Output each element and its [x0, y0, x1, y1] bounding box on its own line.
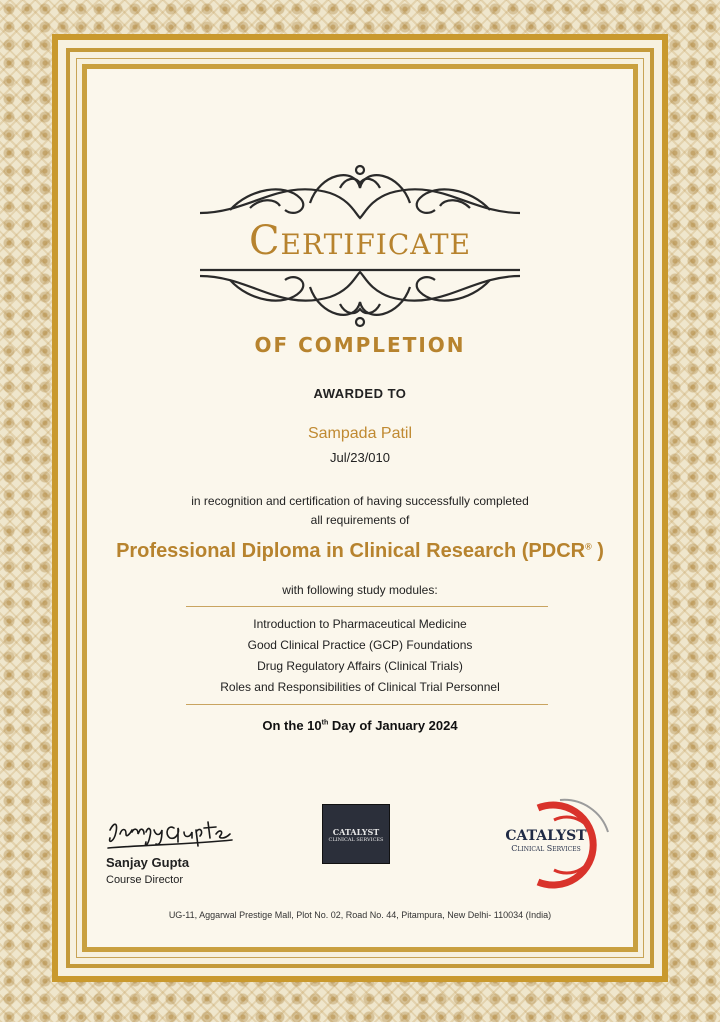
modules-intro: with following study modules:: [282, 583, 438, 597]
seal-line-1: CATALYST: [332, 827, 380, 837]
completion-date: [0, 718, 720, 733]
program-name-text: Professional Diploma in Clinical Research (PDCR: [116, 540, 586, 562]
seal-line-2: CLINICAL SERVICES: [328, 837, 384, 843]
module-item: Good Clinical Practice (GCP) Foundations: [247, 638, 473, 652]
certificate-subtitle: OF COMPLETION: [254, 333, 466, 357]
logo-line-2: Clinical Services: [511, 844, 581, 853]
signatory-name: Sanjay Gupta: [106, 855, 190, 870]
awarded-to-label: AWARDED TO: [313, 386, 407, 401]
modules-top-divider: [186, 606, 548, 607]
footer-address: UG-11, Aggarwal Prestige Mall, Plot No. 02, Road No. 44, Pitampura, New Delhi- 110034 (India): [168, 910, 552, 920]
date-rest: Day of January 2024: [328, 718, 458, 733]
catalyst-logo-text: [500, 828, 592, 853]
date-ordinal: th: [321, 719, 329, 727]
recipient-name: Sampada Patil: [307, 425, 413, 442]
program-name: [0, 540, 720, 563]
recognition-text: [0, 492, 720, 530]
handwritten-signature: [104, 812, 234, 852]
modules-list: [0, 614, 720, 698]
registered-mark: ®: [585, 541, 592, 552]
recognition-line-1: in recognition and certification of having successfully completed: [191, 494, 529, 508]
bottom-flourish-ornament: [190, 262, 530, 332]
logo-line-1: CATALYST: [505, 828, 587, 844]
program-name-close: ): [591, 540, 604, 562]
date-prefix: On the 10: [262, 718, 322, 733]
recognition-line-2: all requirements of: [310, 513, 410, 527]
signatory-role: Course Director: [106, 874, 184, 886]
catalyst-seal-stamp: [322, 804, 390, 864]
modules-bottom-divider: [186, 704, 548, 705]
recipient-id: Jul/23/010: [330, 450, 390, 465]
certificate-title: Certificate: [248, 218, 472, 264]
module-item: Introduction to Pharmaceutical Medicine: [253, 617, 467, 631]
module-item: Roles and Responsibilities of Clinical Trial Personnel: [220, 680, 500, 694]
module-item: Drug Regulatory Affairs (Clinical Trials): [257, 659, 463, 673]
